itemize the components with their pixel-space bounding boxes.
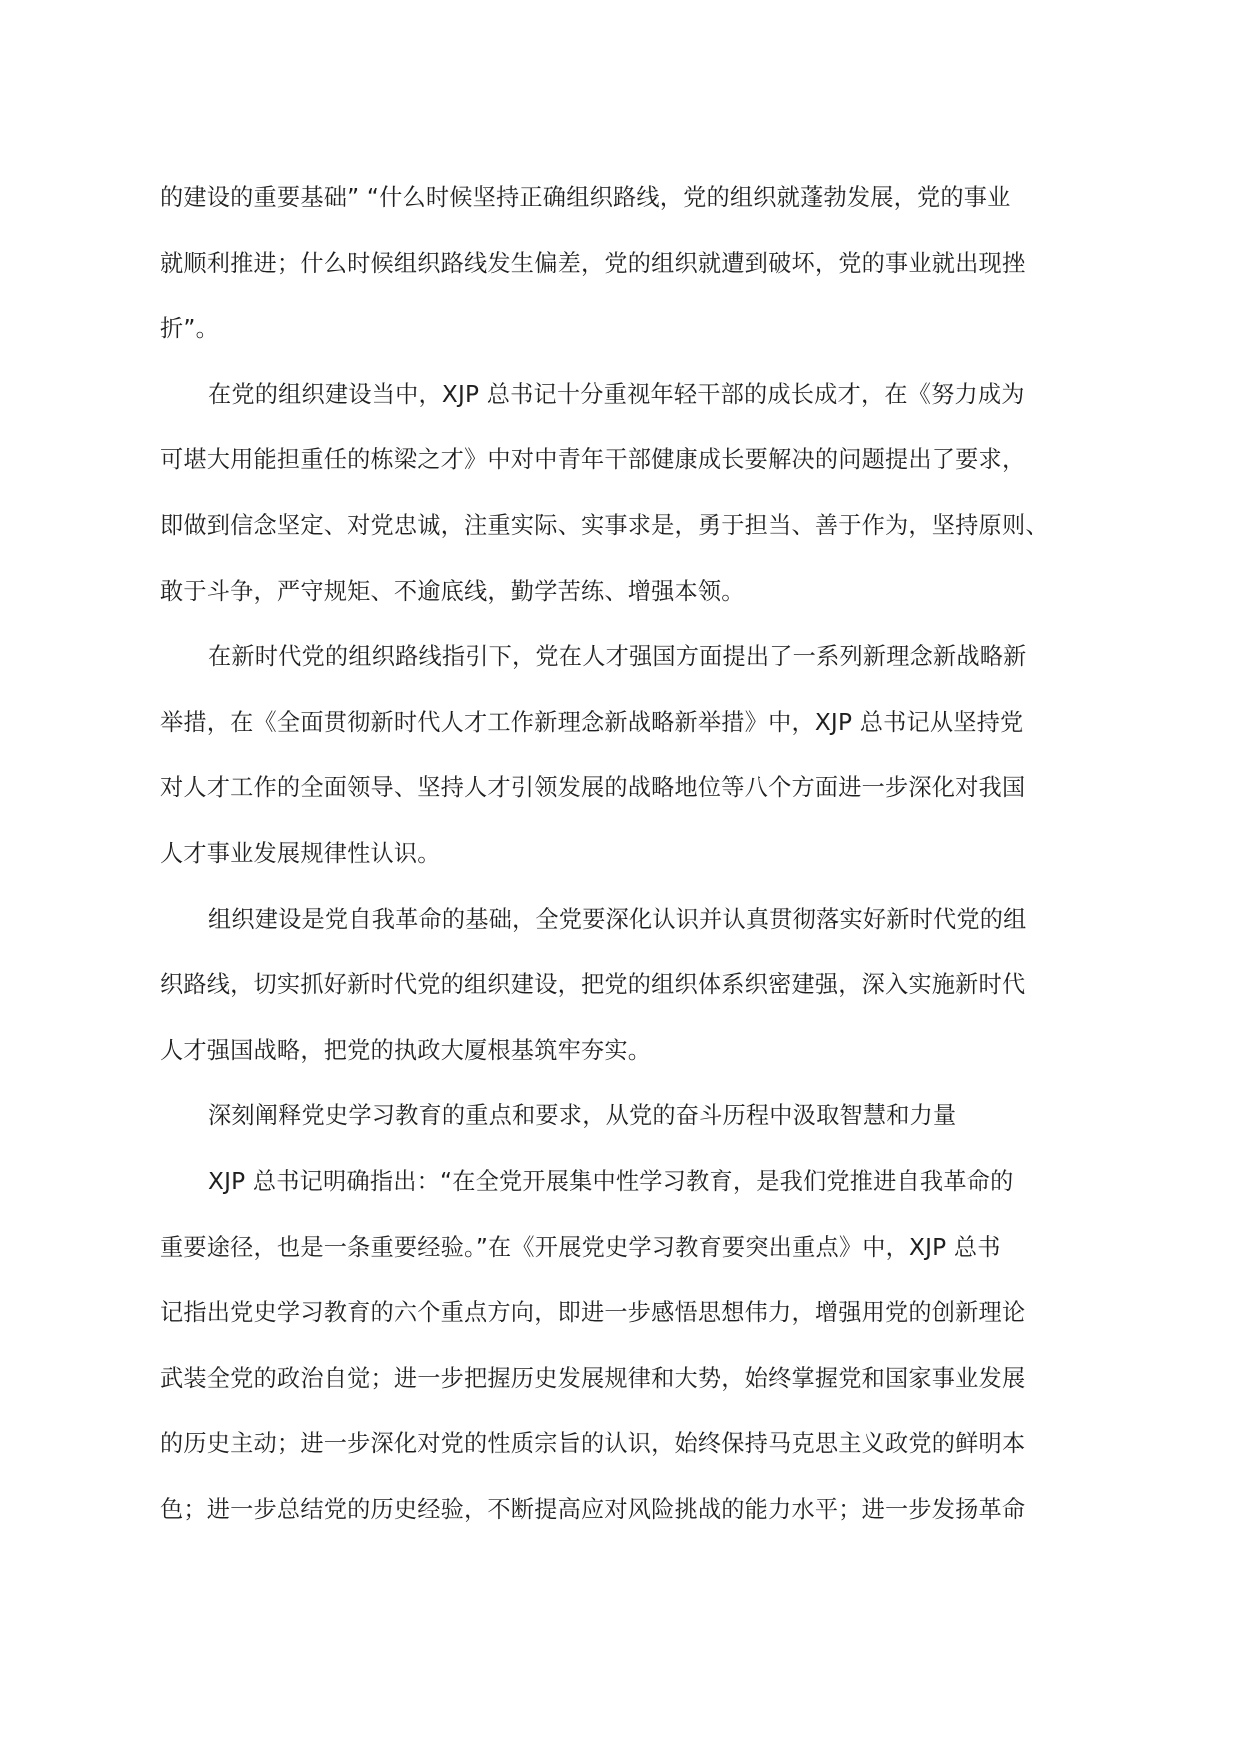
document-body [160,165,1096,1542]
paragraph-start-line: 在新时代党的组织路线指引下，党在人才强国方面提出了一系列新理念新战略新 [208,643,1027,671]
section-heading-line: 深刻阐释党史学习教育的重点和要求，从党的奋斗历程中汲取智慧和力量 [208,1102,957,1130]
text-line: 人才强国战略，把党的执政大厦根基筑牢夯实。 [160,1036,652,1064]
paragraph-start-line: XJP 总书记明确指出：“在全党开展集中性学习教育，是我们党推进自我革命的 [208,1167,1014,1195]
text-line: 人才事业发展规律性认识。 [160,839,441,867]
text-line: 武装全党的政治自觉；进一步把握历史发展规律和大势，始终掌握党和国家事业发展 [160,1364,1026,1392]
text-line: 即做到信念坚定、对党忠诚，注重实际、实事求是，勇于担当、善于作为，坚持原则、 [160,511,1049,539]
text-line: 织路线，切实抓好新时代党的组织建设，把党的组织体系织密建强，深入实施新时代 [160,971,1026,999]
text-line: 记指出党史学习教育的六个重点方向，即进一步感悟思想伟力，增强用党的创新理论 [160,1299,1026,1327]
text-line: 就顺利推进；什么时候组织路线发生偏差，党的组织就遭到破坏，党的事业就出现挫 [160,249,1026,277]
text-line: 折”。 [160,315,219,343]
paragraph-start-line: 在党的组织建设当中，XJP 总书记十分重视年轻干部的成长成才，在《努力成为 [208,380,1025,408]
text-line: 举措，在《全面贯彻新时代人才工作新理念新战略新举措》中，XJP 总书记从坚持党 [160,708,1024,736]
text-line: 色；进一步总结党的历史经验，不断提高应对风险挑战的能力水平；进一步发扬革命 [160,1495,1026,1523]
paragraph-start-line: 组织建设是党自我革命的基础，全党要深化认识并认真贯彻落实好新时代党的组 [208,905,1027,933]
text-line: 重要途径，也是一条重要经验。”在《开展党史学习教育要突出重点》中，XJP 总书 [160,1233,1001,1261]
text-line: 对人才工作的全面领导、坚持人才引领发展的战略地位等八个方面进一步深化对我国 [160,774,1026,802]
text-line: 敢于斗争，严守规矩、不逾底线，勤学苦练、增强本领。 [160,577,745,605]
text-line: 的建设的重要基础” “什么时候坚持正确组织路线，党的组织就蓬勃发展，党的事业 [160,184,1011,211]
text-line: 可堪大用能担重任的栋梁之才》中对中青年干部健康成长要解决的问题提出了要求， [160,446,1026,474]
text-line: 的历史主动；进一步深化对党的性质宗旨的认识，始终保持马克思主义政党的鲜明本 [160,1430,1026,1458]
